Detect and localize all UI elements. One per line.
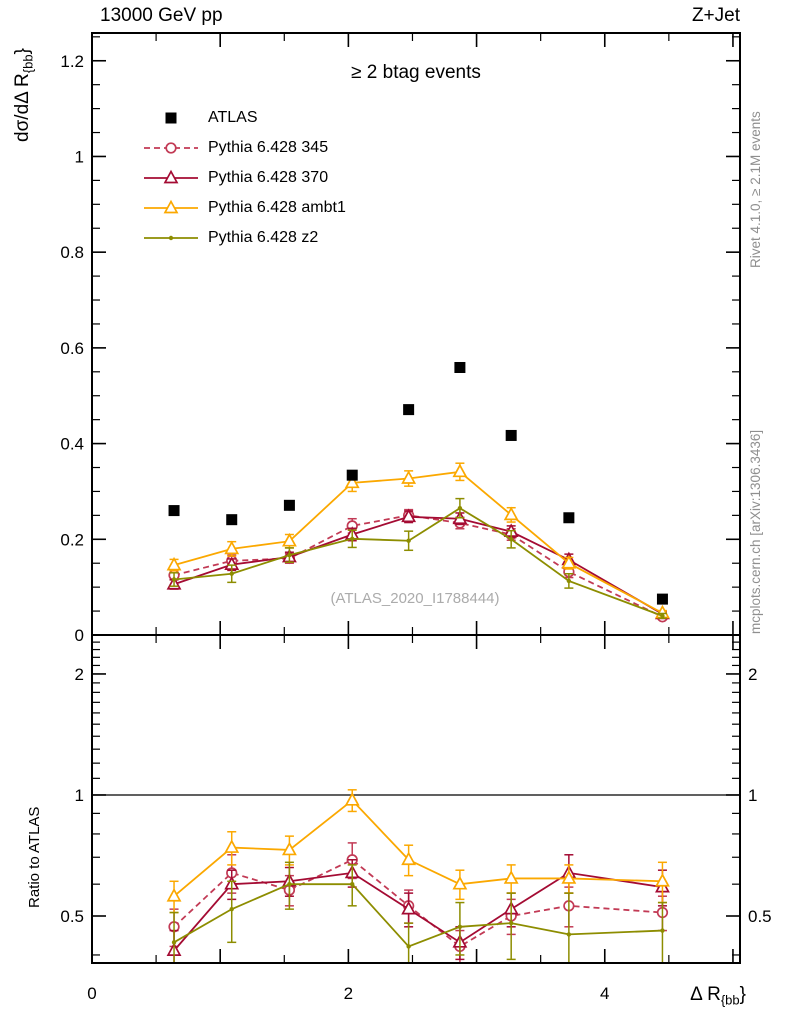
data-point [660,928,664,932]
series-pythia-6-428-ambt1 [168,790,668,913]
y-main-tick-label: 0.2 [60,530,84,550]
axis-ticks [92,33,740,963]
x-tick-label: 4 [600,984,610,1003]
legend-label: ATLAS [208,109,258,126]
data-point [406,539,410,543]
data-point [505,508,517,519]
data-point [509,537,513,541]
data-point [284,500,295,511]
data-point [403,404,414,415]
panel-frames [92,33,740,963]
rivet-version-note: Rivet 4.1.0, ≥ 2.1M events [748,111,763,268]
x-tick-label: 2 [343,984,354,1003]
y-axis-label-main: dσ/dΔ $R_{\{bb}$} [12,48,36,142]
y-main-tick-label: 1 [74,147,84,167]
data-point [169,505,180,516]
data-point [567,932,571,936]
analysis-id-watermark: (ATLAS_2020_I1788444) [330,590,500,607]
legend-label: Pythia 6.428 z2 [208,229,319,246]
legend-label: Pythia 6.428 345 [208,139,329,156]
data-point [226,841,238,852]
x-tick-label: 0 [87,984,97,1003]
main-panel-frame [92,33,740,635]
y-main-tick-label: 1.2 [60,51,84,71]
ratio-panel-series [168,790,668,989]
data-point [168,890,180,901]
ratio-tick-label-left: 0.5 [60,907,84,927]
y-main-tick-label: 0.6 [60,338,84,358]
data-point [567,579,571,583]
main-panel-series [168,362,668,622]
data-point [454,465,466,476]
axis-tick-labels [60,52,771,1003]
series-pythia-6-428-370 [168,510,668,618]
data-point [660,614,664,618]
data-point [230,572,234,576]
ratio-tick-label-left: 2 [74,664,84,684]
data-point [657,594,668,605]
data-point [509,921,513,925]
ratio-tick-label-right: 0.5 [748,907,772,927]
data-point [172,940,176,944]
y-main-tick-label: 0.8 [60,243,84,263]
data-point [226,514,237,525]
series-pythia-6-428-ambt1 [168,463,668,617]
y-axis-label-ratio: Ratio to ATLAS [26,806,43,908]
data-point [287,882,291,886]
ratio-tick-label-left: 1 [74,785,84,805]
process-title: Z+Jet [691,5,740,26]
series-pythia-6-428-z2 [170,862,667,988]
data-point [458,925,462,929]
observable-title: ≥ 2 btag events [351,62,481,83]
legend-label: Pythia 6.428 ambt1 [208,199,346,216]
mcplots-note: mcplots.cern.ch [arXiv:1306.3436] [748,429,763,634]
data-point [406,944,410,948]
data-point [287,553,291,557]
series-atlas [169,362,668,605]
data-point [350,882,354,886]
data-point [505,872,517,883]
y-main-tick-label: 0 [74,626,84,645]
legend-label: Pythia 6.428 370 [208,169,329,186]
data-point [563,512,574,523]
series-pythia-6-428-345 [169,510,667,622]
beam-title: 13000 GeV pp [100,5,223,26]
data-point [454,362,465,373]
data-point [172,577,176,581]
ratio-tick-label-right: 1 [748,785,758,805]
data-point [347,470,358,481]
data-point [506,430,517,441]
y-main-tick-label: 0.4 [60,434,84,454]
x-axis-label: Δ $R_{\{bb}$} [690,984,746,1008]
data-point [458,506,462,510]
ratio-tick-label-right: 2 [748,664,758,684]
data-point [230,907,234,911]
data-point [350,537,354,541]
